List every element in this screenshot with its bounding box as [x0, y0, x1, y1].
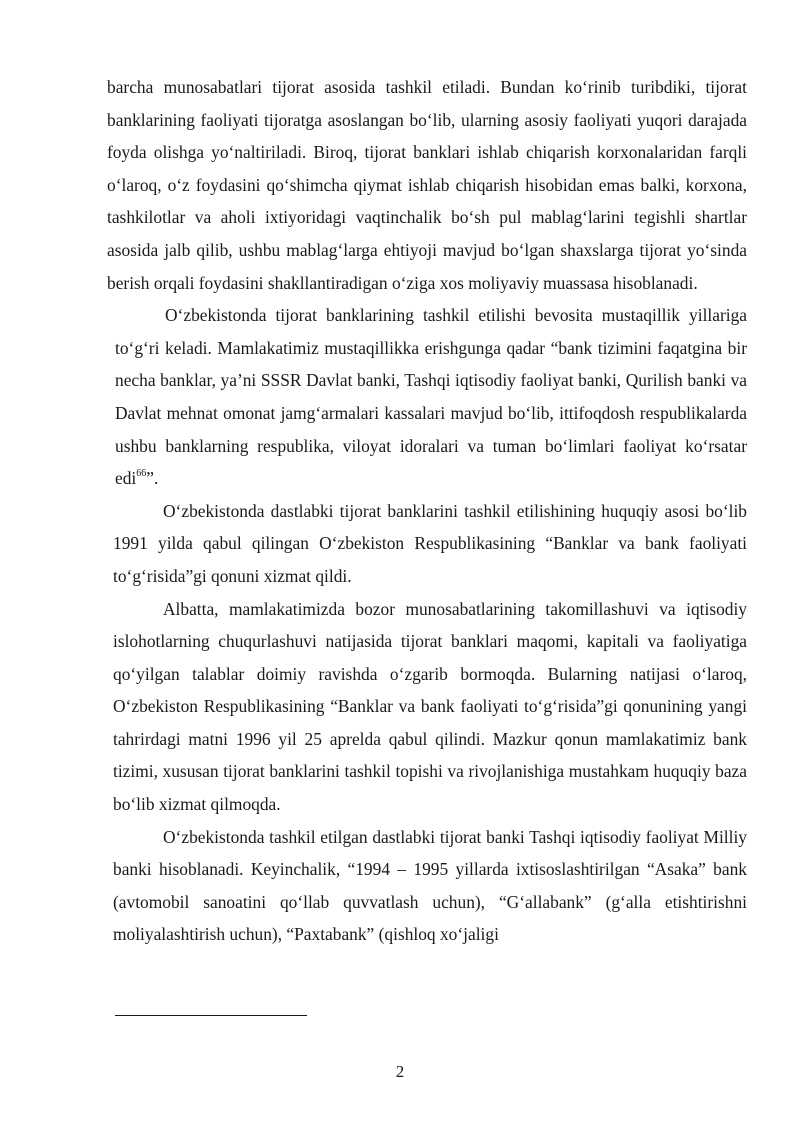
paragraph-1: barcha munosabatlari tijorat asosida tashkil etiladi. Bundan koʻrinib turibdiki, tijorat banklarining faoliyati tijoratga asoslangan boʻlib, ularning asosiy faoliyati yuqori darajada foyda olishga yoʻnaltiriladi. Biroq, tijorat banklari ishlab chiqarish korxonalaridan farqli oʻlaroq, oʻz foydasini qoʻshimcha qiymat ishlab chiqarish hisobidan emas balki, korxona, tashkilotlar va aholi ixtiyoridagi vaqtinchalik boʻsh pul mablagʻlarini tegishli shartlar asosida jalb qilib, ushbu mablagʻlarga ehtiyoji mavjud boʻlgan shaxslarga tijorat yoʻsinda berish orqali foydasini shakllantiradigan oʻziga xos moliyaviy muassasa hisoblanadi.	[107, 77, 747, 293]
paragraph-2	[107, 299, 747, 495]
paragraph-2-closing: ”.	[146, 468, 159, 489]
footnote-reference: 66	[136, 468, 147, 480]
body-text	[107, 71, 747, 951]
paragraph-4: Albatta, mamlakatimizda bozor munosabatlarining takomillashuvi va iqtisodiy islohotlarning chuqurlashuvi natijasida tijorat banklari maqomi, kapitali va faoliyatiga qoʻyilgan talablar doimiy ravishda oʻzgarib bormoqda. Bularning natijasi oʻlaroq, Oʻzbekiston Respublikasining “Banklar va bank faoliyati toʻgʻrisida”gi qonunining yangi tahrirdagi matni 1996 yil 25 aprelda qabul qilindi. Mazkur qonun mamlakatimiz bank tizimi, xususan tijorat banklarini tashkil topishi va rivojlanishiga mustahkam huquqiy baza boʻlib xizmat qilmoqda.	[113, 598, 747, 815]
paragraph-2-text: Oʻzbekistonda tijorat banklarining tashkil etilishi bevosita mustaqillik yillariga toʻgʻri keladi. Mamlakatimiz mustaqillikka erishgunga qadar “bank tizimini faqatgina bir necha banklar, ya’ni SSSR Davlat banki, Tashqi iqtisodiy faoliyat banki, Qurilish banki va Davlat mehnat omonat jamgʻarmalari kassalari mavjud boʻlib, ittifoqdosh respublikalarda ushbu banklarning respublika, viloyat idoralari va tuman boʻlimlari faoliyat koʻrsatar edi	[115, 305, 747, 489]
footnote-separator	[115, 1015, 307, 1016]
page-number: 2	[395, 1062, 405, 1081]
paragraph-5: Oʻzbekistonda tashkil etilgan dastlabki tijorat banki Tashqi iqtisodiy faoliyat Milliy banki hisoblanadi. Keyinchalik, “1994 – 1995 yillarda ixtisoslashtirilgan “Asaka” bank (avtomobil sanoatini qoʻllab quvvatlash uchun), “Gʻallabank” (gʻalla etishtirishni moliyalashtirish uchun), “Paxtabank” (qishloq xoʻjaligi	[113, 826, 747, 945]
paragraph-3: Oʻzbekistonda dastlabki tijorat banklarini tashkil etilishining huquqiy asosi boʻlib 1991 yilda qabul qilingan Oʻzbekiston Respublikasining “Banklar va bank faoliyati toʻgʻrisida”gi qonuni xizmat qildi.	[113, 500, 747, 586]
